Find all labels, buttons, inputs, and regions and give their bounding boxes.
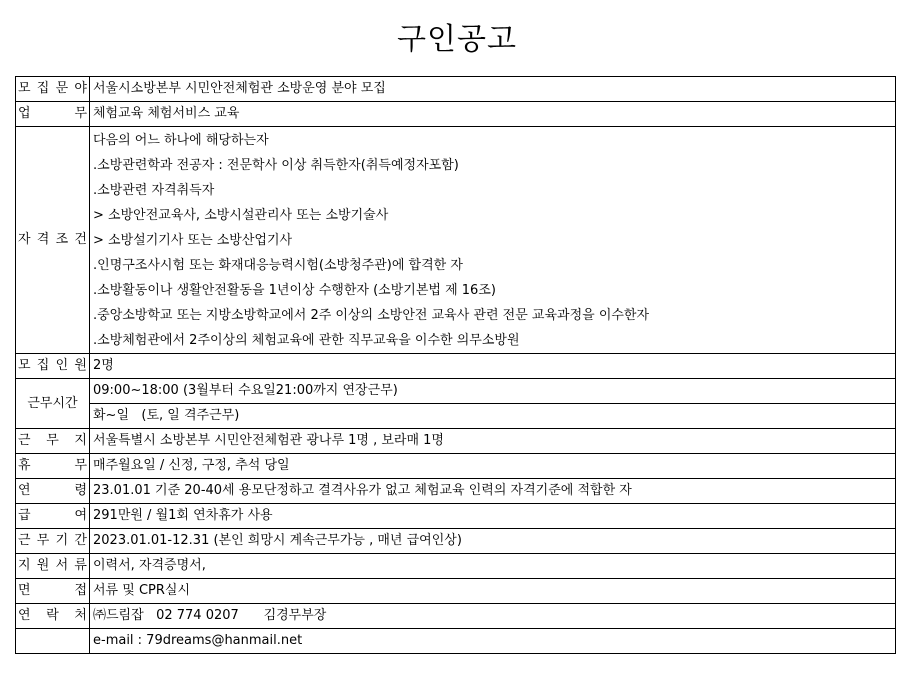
row-hours-1	[16, 379, 896, 404]
row-contact-1	[16, 604, 896, 629]
label-documents: 지 원 서 류	[16, 554, 90, 579]
value-documents: 이력서, 자격증명서,	[90, 554, 896, 579]
label-hours: 근무시간	[16, 379, 90, 429]
qualification-line: .중앙소방학교 또는 지방소방학교에서 2주 이상의 소방안전 교육사 관련 전문 교육과정을 이수한자	[93, 307, 650, 323]
row-job	[16, 102, 896, 127]
row-qualification	[16, 127, 896, 354]
row-interview	[16, 579, 896, 604]
job-posting-table	[15, 76, 896, 654]
value-hours-line1: 09:00~18:00 (3월부터 수요일21:00까지 연장근무)	[90, 379, 896, 404]
label-holiday: 휴 무	[16, 454, 90, 479]
label-field: 모 집 문 야	[16, 77, 90, 102]
qualification-line: > 소방안전교육사, 소방시설관리사 또는 소방기술사	[93, 207, 389, 223]
value-field: 서울시소방본부 시민안전체험관 소방운영 분야 모집	[90, 77, 896, 102]
value-qualification	[90, 127, 896, 354]
value-salary: 291만원 / 월1회 연차휴가 사용	[90, 504, 896, 529]
label-qualification: 자 격 조 건	[16, 127, 90, 354]
row-age	[16, 479, 896, 504]
label-period: 근 무 기 간	[16, 529, 90, 554]
row-headcount	[16, 354, 896, 379]
label-age: 연 령	[16, 479, 90, 504]
value-holiday: 매주월요일 / 신정, 구정, 추석 당일	[90, 454, 896, 479]
page-title: 구인공고	[397, 22, 517, 57]
row-salary	[16, 504, 896, 529]
qualification-line: .소방활동이나 생활안전활동을 1년이상 수행한자 (소방기본법 제 16조)	[93, 282, 496, 298]
value-contact-line1: ㈜드림잡 02 774 0207 김경무부장	[90, 604, 896, 629]
row-documents	[16, 554, 896, 579]
qualification-line: .소방관련 자격취득자	[93, 182, 215, 198]
qualification-line: 다음의 어느 하나에 해당하는자	[93, 132, 269, 148]
value-period: 2023.01.01-12.31 (본인 희망시 계속근무가능 , 매년 급여인상)	[90, 529, 896, 554]
qualification-line: .인명구조사시험 또는 화재대응능력시험(소방청주관)에 합격한 자	[93, 257, 463, 273]
value-job: 체험교육 체험서비스 교육	[90, 102, 896, 127]
value-age: 23.01.01 기준 20-40세 용모단정하고 결격사유가 없고 체험교육 인력의 자격기준에 적합한 자	[90, 479, 896, 504]
row-period	[16, 529, 896, 554]
value-hours-line2: 화~일 (토, 일 격주근무)	[90, 404, 896, 429]
row-holiday	[16, 454, 896, 479]
row-hours-2	[16, 404, 896, 429]
label-contact-empty	[16, 629, 90, 654]
label-job: 업 무	[16, 102, 90, 127]
value-interview: 서류 및 CPR실시	[90, 579, 896, 604]
row-location	[16, 429, 896, 454]
label-salary: 급 여	[16, 504, 90, 529]
label-headcount: 모 집 인 원	[16, 354, 90, 379]
qualification-line: > 소방설기기사 또는 소방산업기사	[93, 232, 293, 248]
row-contact-2	[16, 629, 896, 654]
value-headcount: 2명	[90, 354, 896, 379]
row-field	[16, 77, 896, 102]
value-location: 서울특별시 소방본부 시민안전체험관 광나루 1명 , 보라매 1명	[90, 429, 896, 454]
label-location: 근 무 지	[16, 429, 90, 454]
label-contact: 연 락 처	[16, 604, 90, 629]
label-interview: 면 접	[16, 579, 90, 604]
qualification-line: .소방관련학과 전공자 : 전문학사 이상 취득한자(취득예정자포함)	[93, 157, 459, 173]
value-contact-email[interactable]: e-mail : 79dreams@hanmail.net	[90, 629, 896, 654]
qualification-line: .소방체험관에서 2주이상의 체험교육에 관한 직무교육을 이수한 의무소방원	[93, 332, 520, 348]
